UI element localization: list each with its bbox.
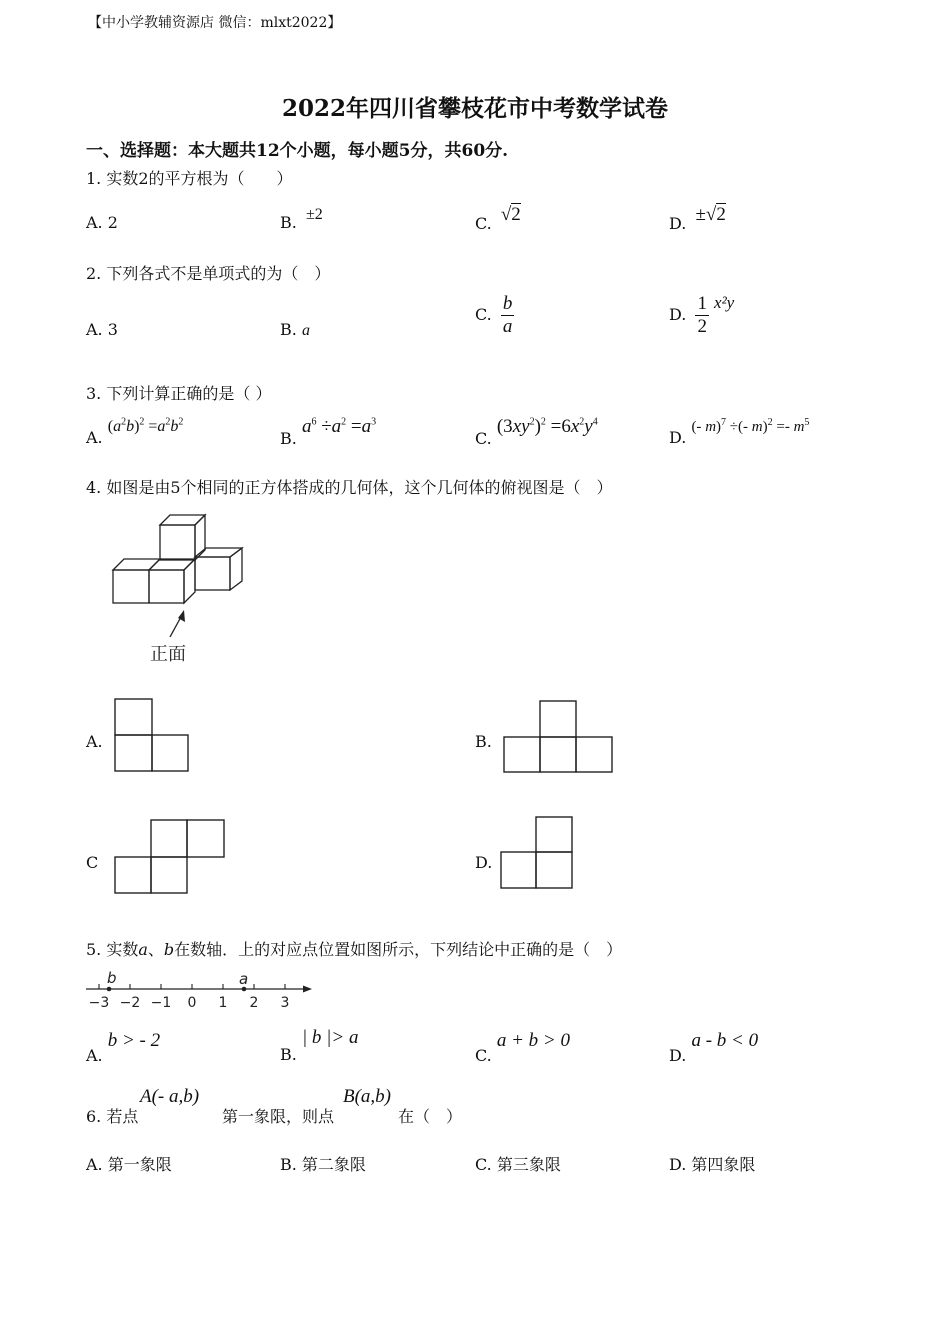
page-header: 【中小学教辅资源店 微信：mlxt2022】	[88, 15, 342, 31]
q1-option-b-expr: ±2	[305, 206, 323, 223]
q4-option-a-label: A.	[86, 732, 103, 751]
bottom-cube-2-top	[149, 559, 195, 570]
q5-option-a-expr: b > - 2	[107, 1030, 161, 1051]
q5-stem-suffix: 在数轴．上的对应点位置如图所示，下列结论中正确的是（ ）	[174, 940, 623, 959]
q3-option-c-expr: $(3xy^2)^2 =6x^2y^4$	[496, 416, 598, 437]
right-cube-front	[195, 557, 230, 590]
q3-stem: 3. 下列计算正确的是（ ）	[86, 384, 272, 403]
q3-option-b-expr: $a^6 \div a^2 =a^3$	[301, 416, 377, 437]
q2-option-b-label: B.	[280, 320, 297, 339]
q1-d-pm: ±	[695, 204, 706, 225]
q5-option-b	[280, 1027, 359, 1064]
q2-option-c	[475, 293, 514, 338]
q1-option-d-expr: ±√2	[695, 204, 726, 225]
q6-option-a: A. 第一象限	[86, 1155, 172, 1174]
q5-option-c-label: C.	[475, 1046, 492, 1065]
q3-option-d-expr: (- m)$^7$ ÷(- $m)^2 =- m^5$	[691, 417, 810, 435]
bottom-cube-2-side	[184, 559, 195, 603]
top-cube-front	[160, 525, 195, 560]
bottom-cube-1	[113, 570, 149, 603]
q5-option-d-expr: a - b < 0	[691, 1030, 759, 1051]
axis-tick-label: −1	[150, 995, 172, 1011]
q2-option-c-fraction	[501, 293, 515, 338]
q2-option-d-expr: x²y	[714, 293, 735, 312]
q3-option-a	[86, 416, 184, 447]
axis-tick-label: −3	[88, 995, 110, 1011]
top-cube-top	[160, 515, 205, 525]
q2-d-denominator: 2	[697, 316, 707, 337]
axis-tick-label: 1	[218, 995, 228, 1011]
q5-stem	[86, 937, 622, 960]
bottom-cube-1-top	[113, 559, 160, 570]
q3-option-d-label: D.	[669, 428, 687, 447]
q5-option-b-expr: | b |> a	[301, 1027, 359, 1048]
bottom-cube-2	[149, 570, 184, 603]
q5-number-line	[84, 965, 324, 1013]
q5-option-a	[86, 1030, 161, 1065]
q4-option-b-label: B.	[475, 732, 492, 751]
q6-option-b: B. 第二象限	[280, 1155, 366, 1174]
q4-option-c-label: C	[86, 853, 99, 872]
q4-option-b-figure	[502, 698, 617, 776]
q2-option-a: A. 3	[86, 320, 118, 339]
q1-option-a: A. 2	[86, 213, 118, 232]
q5-option-a-label: A.	[86, 1046, 103, 1065]
q1-option-c-label: C.	[475, 214, 492, 233]
q2-stem: 2. 下列各式不是单项式的为（ ）	[86, 264, 331, 283]
front-label: 正面	[150, 644, 186, 665]
q4-stem: 4. 如图是由5个相同的正方体搭成的几何体，这个几何体的俯视图是（ ）	[86, 478, 613, 497]
axis-tick-label: 3	[280, 995, 290, 1011]
q5-option-c	[475, 1030, 571, 1065]
axis-tick-label: 0	[187, 995, 197, 1011]
q1-d-radicand: 2	[716, 204, 726, 225]
q5-stem-prefix: 5. 实数	[86, 940, 139, 959]
page-title: 2022年四川省攀枝花市中考数学试卷	[281, 95, 668, 122]
q1-stem: 1. 实数2的平方根为（ ）	[86, 169, 293, 188]
q2-c-denominator: a	[502, 316, 513, 337]
point-b-dot	[107, 987, 112, 992]
q5-var-b: b	[163, 940, 175, 959]
q5-option-d-label: D.	[669, 1046, 687, 1065]
q4-option-a-figure	[112, 696, 192, 774]
q3-option-c-label: C.	[475, 429, 492, 448]
q2-d-numerator: 1	[697, 293, 707, 314]
q2-option-d-fraction	[695, 293, 709, 338]
q6-option-d: D. 第四象限	[669, 1155, 756, 1174]
q4-option-c-figure	[112, 817, 230, 897]
q2-option-d-label: D.	[669, 305, 687, 324]
q2-option-b-expr: a	[301, 322, 310, 339]
q5-option-c-expr: a + b > 0	[496, 1030, 571, 1051]
q3-option-a-expr: $(a^2b)^2 =a^2b^2$	[107, 416, 184, 435]
q6-point-B: B(a,b)	[343, 1086, 392, 1107]
q4-option-d-label: D.	[475, 853, 493, 872]
right-cube-side	[230, 548, 242, 590]
q6-stem-suffix: 在（ ）	[398, 1107, 463, 1126]
q4-solid-figure	[100, 505, 260, 675]
q5-option-b-label: B.	[280, 1045, 297, 1064]
q1-option-b-label: B.	[280, 213, 297, 232]
q5-sep: 、	[147, 940, 164, 959]
q1-option-c	[475, 204, 521, 235]
q4-option-d-figure	[498, 814, 578, 892]
axis-tick-label: 2	[249, 995, 259, 1011]
q1-option-d	[669, 204, 726, 235]
axis-tick-label: −2	[119, 995, 141, 1011]
q5-option-d	[669, 1030, 759, 1065]
point-b-label: b	[107, 969, 117, 987]
q2-option-c-label: C.	[475, 305, 492, 324]
number-line-arrow	[303, 986, 312, 993]
q1-option-c-expr: √2	[500, 204, 521, 225]
q1-option-b	[280, 206, 323, 233]
q3-option-c	[475, 416, 598, 448]
q2-option-d	[669, 293, 734, 338]
q2-option-b	[280, 320, 310, 340]
q3-option-a-label: A.	[86, 428, 103, 447]
q3-option-b-label: B.	[280, 429, 297, 448]
section-heading: 一、选择题：本大题共12个小题，每小题5分，共60分.	[86, 141, 509, 161]
q3-option-d	[669, 416, 810, 447]
q2-c-numerator: b	[502, 293, 513, 314]
point-a-label: a	[239, 970, 249, 988]
q6-option-c: C. 第三象限	[475, 1155, 561, 1174]
q6-stem-prefix: 6. 若点	[86, 1107, 139, 1126]
q6-stem-mid: 第一象限，则点	[222, 1107, 335, 1126]
q3-option-b	[280, 416, 377, 448]
q1-c-radicand: 2	[511, 204, 521, 225]
q5-var-a: a	[138, 940, 148, 959]
q1-option-d-label: D.	[669, 214, 687, 233]
q6-point-A: A(- a,b)	[140, 1086, 200, 1107]
